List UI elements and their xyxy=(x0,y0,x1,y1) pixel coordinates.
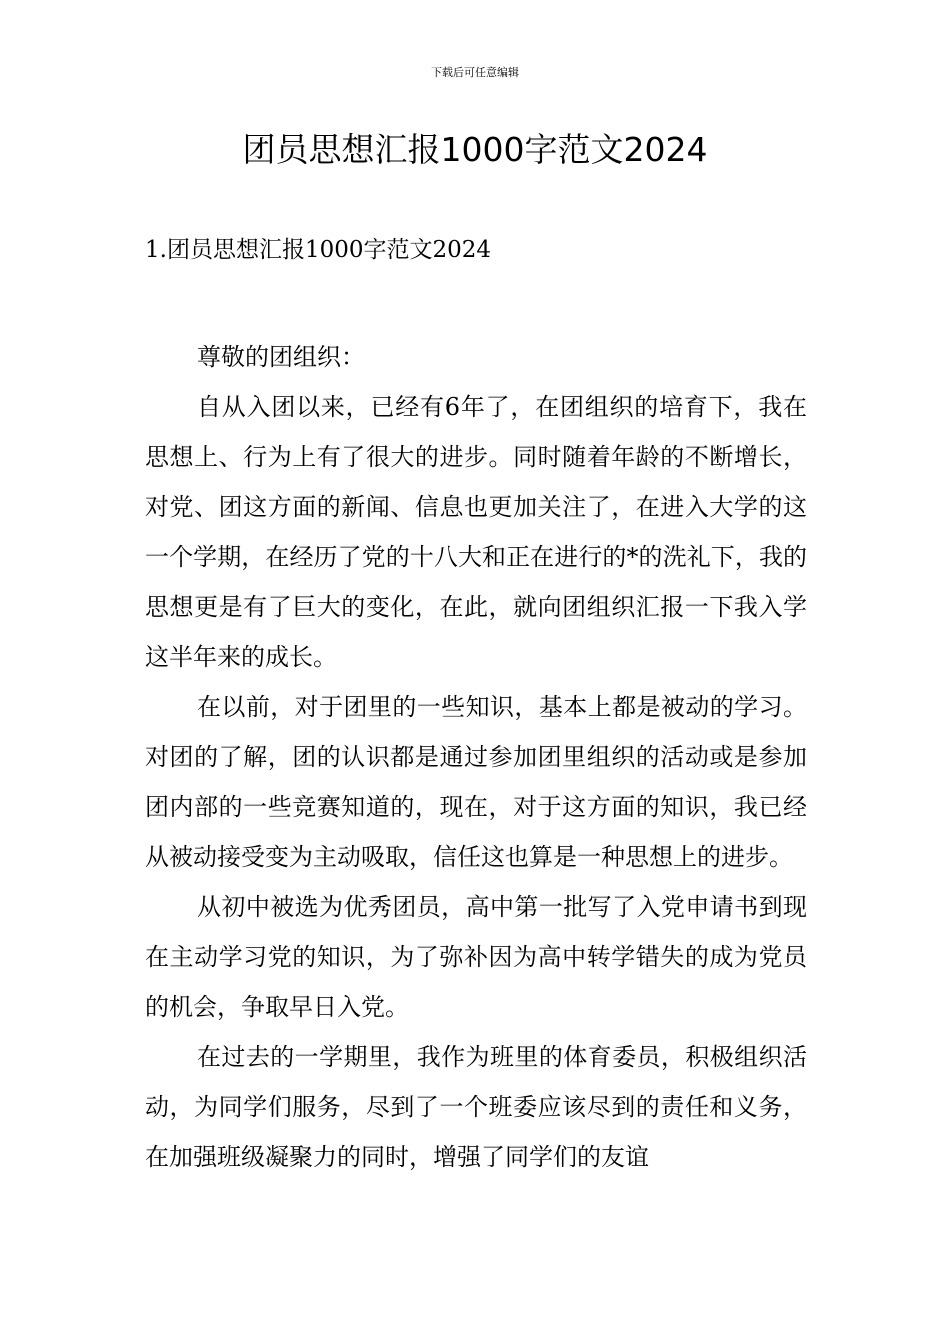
paragraph: 在过去的一学期里，我作为班里的体育委员，积极组织活动，为同学们服务，尽到了一个班委应该尽到的责任和义务，在加强班级凝聚力的同时，增强了同学们的友谊 xyxy=(145,1043,807,1171)
document-title: 团员思想汇报1000字范文2024 xyxy=(242,130,708,169)
paragraph: 自从入团以来，已经有6年了，在团组织的培育下，我在思想上、行为上有了很大的进步。同时随着年龄的不断增长，对党、团这方面的新闻、信息也更加关注了，在进入大学的这一个学期，在经历了党的十八大和正在进行的*的洗礼下，我的思想更是有了巨大的变化，在此，就向团组织汇报一下我入学这半年来的成长。 xyxy=(145,393,807,671)
section-heading: 1.团员思想汇报1000字范文2024 xyxy=(145,237,492,263)
salutation: 尊敬的团组织： xyxy=(197,343,365,371)
paragraph: 从初中被选为优秀团员，高中第一批写了入党申请书到现在主动学习党的知识，为了弥补因为高中转学错失的成为党员的机会，争取早日入党。 xyxy=(145,893,807,1021)
header-note: 下载后可任意编辑 xyxy=(431,66,519,79)
paragraph: 在以前，对于团里的一些知识，基本上都是被动的学习。对团的了解，团的认识都是通过参加团里组织的活动或是参加团内部的一些竞赛知道的，现在，对于这方面的知识，我已经从被动接受变为主动吸取，信任这也算是一种思想上的进步。 xyxy=(145,693,807,871)
body-text xyxy=(145,332,807,1182)
